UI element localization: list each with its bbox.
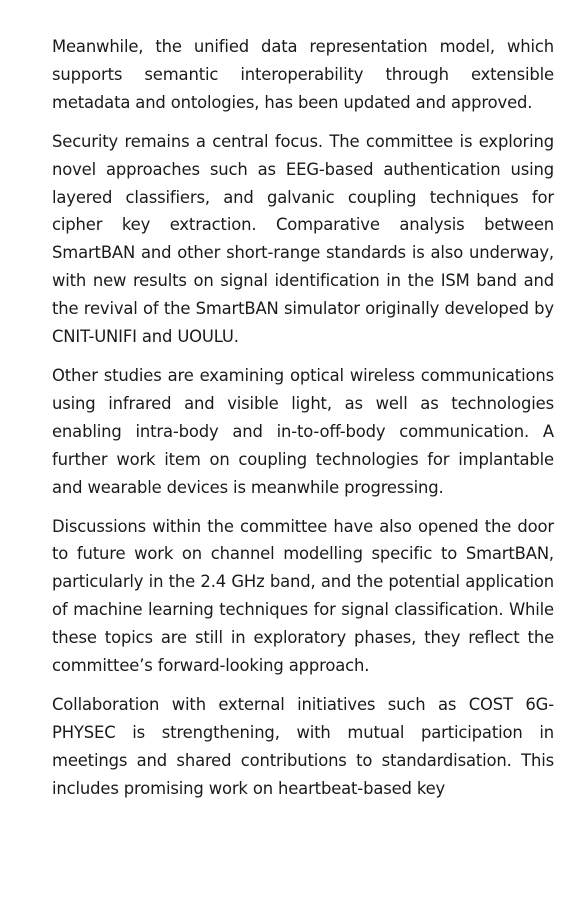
- paragraph-optical-wireless: Other studies are examining optical wireless communications using infrared and visible light, as well as technologies enabling intra-body and in-to-off-body communication. A further work item on coupling technologies for implantable and wearable devices is meanwhile progressing.: [52, 365, 554, 497]
- paragraph-collaboration: Collaboration with external initiatives such as COST 6G-PHYSEC is strengthening, with mutual participation in meetings and shared contributions to standardisation. This includes promising work on heartbeat-based key: [52, 694, 554, 798]
- paragraph-channel-modelling: Discussions within the committee have also opened the door to future work on channel modelling specific to SmartBAN, particularly in the 2.4 GHz band, and the potential application of machine learning techniques for signal classification. While these topics are still in exploratory phases, they reflect the committee’s forward-looking approach.: [52, 516, 554, 676]
- paragraph-data-model: Meanwhile, the unified data representation model, which supports semantic interoperability through extensible metadata and ontologies, has been updated and approved.: [52, 37, 554, 112]
- document-body: [52, 33, 554, 814]
- paragraph-security: Security remains a central focus. The committee is exploring novel approaches such as EEG-based authentication using layered classifiers, and galvanic coupling techniques for cipher key extraction. Comparative analysis between SmartBAN and other short-range standards is also underway, with new results on signal identification in the ISM band and the revival of the SmartBAN simulator originally developed by CNIT-UNIFI and UOULU.: [52, 131, 554, 347]
